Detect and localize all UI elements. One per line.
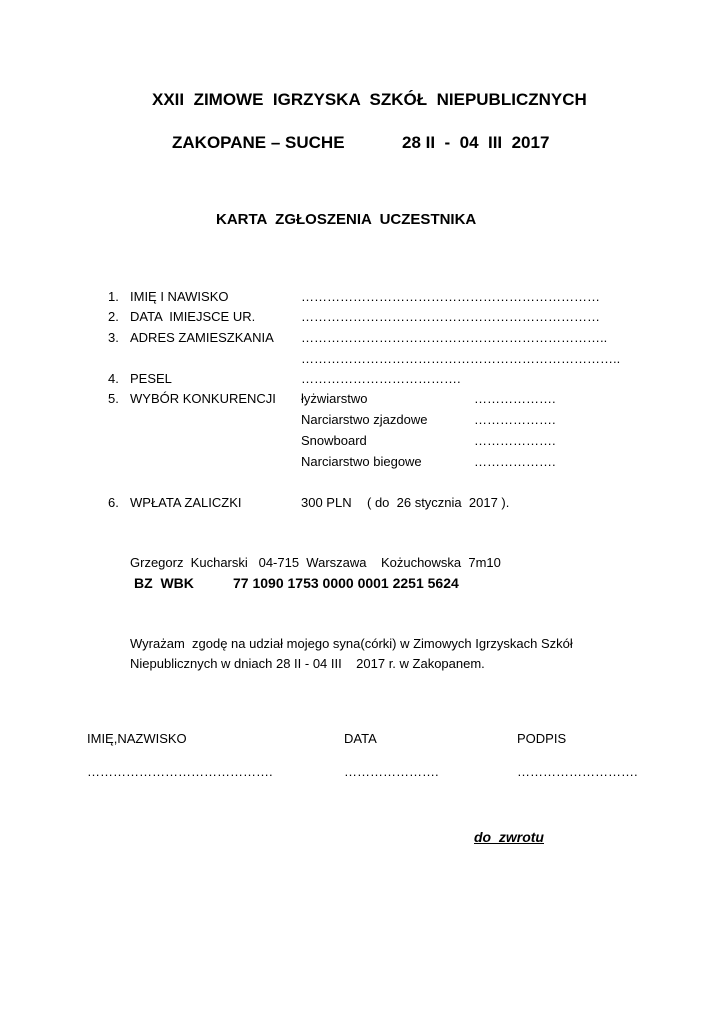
field-label-name: IMIĘ I NAWISKO — [130, 289, 229, 304]
signature-name-input[interactable]: ……………………………………. — [87, 764, 273, 779]
signature-name-label: IMIĘ,NAZWISKO — [87, 731, 187, 746]
return-note: do zwrotu — [474, 829, 544, 845]
signature-sign-label: PODPIS — [517, 731, 567, 746]
field-number: 6. — [108, 495, 119, 510]
competition-name: Narciarstwo biegowe — [301, 454, 422, 469]
competition-choice[interactable]: ………………. — [474, 391, 556, 406]
field-input-birth[interactable]: …………………………………………………………… — [301, 309, 600, 324]
field-input-name[interactable]: …………………………………………………………… — [301, 289, 600, 304]
payment-label: WPŁATA ZALICZKI — [130, 495, 242, 510]
event-location: ZAKOPANE – SUCHE — [172, 133, 345, 152]
field-label-competition: WYBÓR KONKURENCJI — [130, 391, 276, 406]
field-label-address: ADRES ZAMIESZKANIA — [130, 330, 274, 345]
competition-name: Snowboard — [301, 433, 367, 448]
competition-choice[interactable]: ………………. — [474, 412, 556, 427]
signature-date-input[interactable]: …………………. — [344, 764, 439, 779]
consent-text-line2: Niepublicznych w dniach 28 II - 04 III 2017 r. w Zakopanem. — [130, 656, 485, 671]
field-input-address[interactable]: …………………………………………………………….. — [301, 330, 608, 345]
payment-amount: 300 PLN — [301, 495, 352, 510]
field-number: 3. — [108, 330, 119, 345]
field-number: 1. — [108, 289, 119, 304]
signature-date-label: DATA — [344, 731, 377, 746]
field-number: 2. — [108, 309, 119, 324]
competition-name: Narciarstwo zjazdowe — [301, 412, 428, 427]
bank-recipient: Grzegorz Kucharski 04-715 Warszawa Kożuchowska 7m10 — [130, 555, 501, 570]
event-dates: 28 II - 04 III 2017 — [402, 133, 550, 152]
consent-text-line1: Wyrażam zgodę na udział mojego syna(córki) w Zimowych Igrzyskach Szkół — [130, 636, 573, 651]
payment-deadline: ( do 26 stycznia 2017 ). — [367, 495, 510, 510]
bank-name: BZ WBK — [134, 575, 194, 591]
signature-sign-input[interactable]: ………………………. — [517, 764, 638, 779]
field-input-address-2[interactable]: ……………………………………………………………….. — [301, 351, 621, 366]
field-number: 4. — [108, 371, 119, 386]
field-label-birth: DATA IMIEJSCE UR. — [130, 309, 256, 324]
competition-choice[interactable]: ………………. — [474, 433, 556, 448]
competition-choice[interactable]: ………………. — [474, 454, 556, 469]
field-number: 5. — [108, 391, 119, 406]
field-input-pesel[interactable]: ………………………………. — [301, 371, 461, 386]
form-title: KARTA ZGŁOSZENIA UCZESTNIKA — [216, 211, 477, 228]
document-title: XXII ZIMOWE IGRZYSKA SZKÓŁ NIEPUBLICZNYCH — [152, 90, 587, 109]
competition-name: łyżwiarstwo — [301, 391, 368, 406]
bank-account: 77 1090 1753 0000 0001 2251 5624 — [233, 575, 459, 591]
field-label-pesel: PESEL — [130, 371, 172, 386]
